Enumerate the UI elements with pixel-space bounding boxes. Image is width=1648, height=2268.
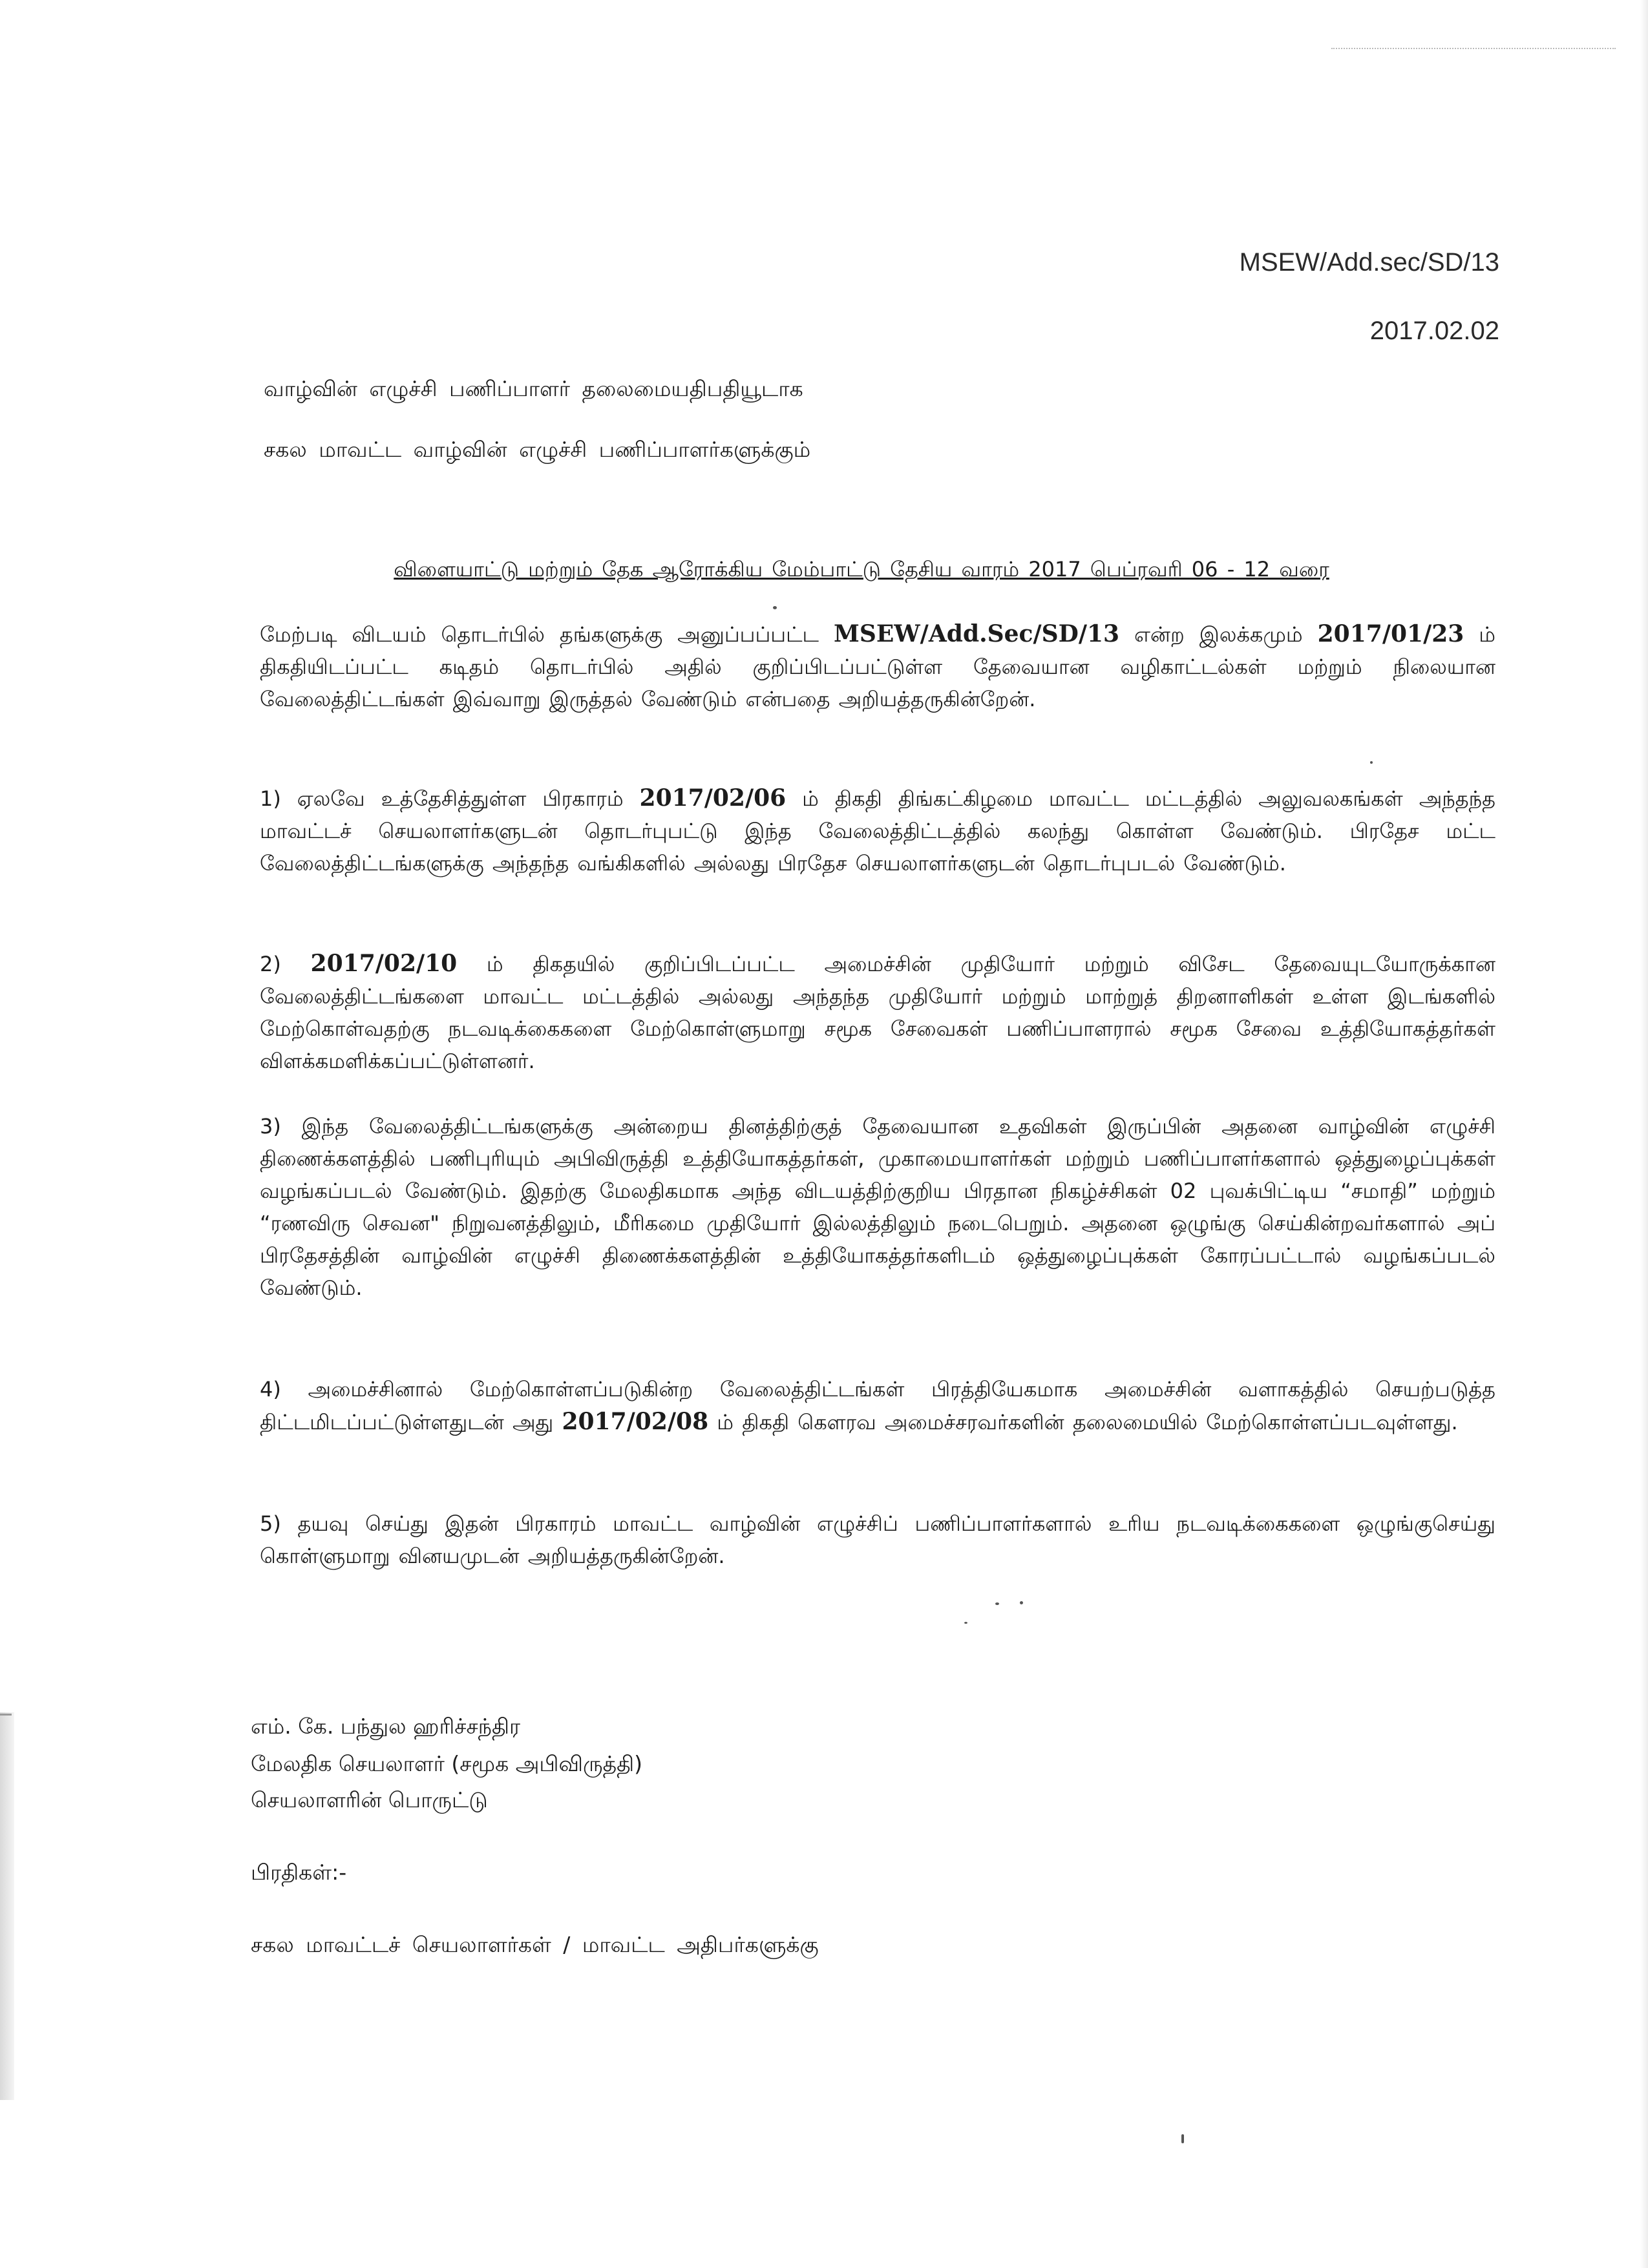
signatory-title: மேலதிக செயலாளர் (சமூக அபிவிருத்தி) (251, 1751, 643, 1776)
point-5-paragraph: 5) தயவு செய்து இதன் பிரகாரம் மாவட்ட வாழ்வின் எழுச்சிப் பணிப்பாளர்களால் உரிய நடவடிக்கைகளை ஒழுங்குசெய்து கொள்ளுமாறு வினயமுடன் அறியத்தருகின்றேன். (260, 1511, 1496, 1568)
scan-speck (1370, 761, 1373, 764)
intro-paragraph (260, 618, 1495, 715)
point-4-text-2: ம் திகதி கௌரவ அமைச்சரவர்களின் தலைமையில் மேற்கொள்ளப்படவுள்ளது. (708, 1410, 1458, 1434)
reference-number: MSEW/Add.sec/SD/13 (1239, 248, 1499, 277)
address-to: சகல மாவட்ட வாழ்வின் எழுச்சி பணிப்பாளர்களுக்கும் (264, 437, 811, 462)
point-4-paragraph (260, 1373, 1495, 1438)
subject-line: விளையாட்டு மற்றும் தேக ஆரோக்கிய மேம்பாட்டு தேசிய வாரம் 2017 பெப்ரவரி 06 - 12 வரை (394, 557, 1329, 582)
scan-speck (995, 1602, 999, 1605)
point-1-date: 2017/02/06 (639, 784, 787, 812)
scan-edge-top (1331, 48, 1616, 49)
copies-label: பிரதிகள்:- (251, 1860, 347, 1885)
intro-text-1: மேற்படி விடயம் தொடர்பில் தங்களுக்கு அனுப்பப்பட்ட (260, 622, 834, 647)
letter-date: 2017.02.02 (1369, 317, 1499, 345)
scan-speck (964, 1622, 967, 1624)
intro-text-3: ம் திகதியிடப்பட்ட கடிதம் தொடர்பில் அதில் குறிப்பிடப்பட்டுள்ள தேவையான வழிகாட்டல்கள் மற்றும் நிலையான வேலைத்திட்டங்கள் இவ்வாறு இருத்தல் வேண்டும் என்பதை அறியத்தருகின்றேன். (260, 622, 1496, 711)
copies-recipients: சகல மாவட்டச் செயலாளர்கள் / மாவட்ட அதிபர்களுக்கு (251, 1932, 819, 1957)
scan-edge-right (1640, 0, 1648, 2268)
intro-text-2: என்ற இலக்கமும் (1119, 622, 1318, 647)
point-1-text-2: ம் திகதி திங்கட்கிழமை மாவட்ட மட்டத்தில் அலுவலகங்கள் அந்தந்த மாவட்டச் செயலாளர்களுடன் தொடர்புபட்டு இந்த வேலைத்திட்டத்தில் கலந்து கொள்ள வேண்டும். பிரதேச மட்ட வேலைத்திட்டங்களுக்கு அந்தந்த வங்கிகளில் அல்லது பிரதேச செயலாளர்களுடன் தொடர்புபடல் வேண்டும். (260, 786, 1496, 876)
signatory-name: எம். கே. பந்துல ஹரிச்சந்திர (251, 1714, 521, 1739)
intro-date: 2017/01/23 (1317, 620, 1464, 647)
point-4-text-1: 4) அமைச்சினால் மேற்கொள்ளப்படுகின்ற வேலைத்திட்டங்கள் பிரத்தியேகமாக அமைச்சின் வளாகத்தில் செயற்படுத்த திட்டமிடப்பட்டுள்ளதுடன் அது (260, 1377, 1495, 1434)
scan-speck (773, 606, 777, 609)
signatory-on-behalf: செயலாளரின் பொருட்டு (251, 1787, 488, 1812)
point-2-text-2: ம் திகதயில் குறிப்பிடப்பட்ட அமைச்சின் முதியோர் மற்றும் விசேட தேவையுடயோருக்கான வேலைத்திட்டங்களை மாவட்ட மட்டத்தில் அல்லது அந்தந்த முதியோர் மற்றும் மாற்றுத் திறனாளிகள் உள்ள இடங்களில் மேற்கொள்வதற்கு நடவடிக்கைகளை மேற்கொள்ளுமாறு சமூக சேவைகள் பணிப்பாளரால் சமூக சேவை உத்தியோகத்தர்கள் விளக்கமளிக்கப்பட்டுள்ளனர். (260, 952, 1496, 1073)
intro-reference: MSEW/Add.Sec/SD/13 (833, 620, 1120, 647)
address-via: வாழ்வின் எழுச்சி பணிப்பாளர் தலைமையதிபதியூடாக (264, 376, 803, 401)
point-2-paragraph (260, 947, 1495, 1077)
point-3-paragraph: 3) இந்த வேலைத்திட்டங்களுக்கு அன்றைய தினத்திற்குத் தேவையான உதவிகள் இருப்பின் அதனை வாழ்வின் எழுச்சி திணைக்களத்தில் பணிபுரியும் அபிவிருத்தி உத்தியோகத்தர்கள், முகாமையாளர்கள் மற்றும் பணிப்பாளர்களால் ஒத்துழைப்புக்கள் வழங்கப்படல் வேண்டும். இதற்கு மேலதிகமாக அந்த விடயத்திற்குறிய பிரதான நிகழ்ச்சிகள் 02 புவக்பிட்டிய “சமாதி” மற்றும் “ரணவிரு செவன" நிறுவனத்திலும், மீரிகமை முதியோர் இல்லத்திலும் நடைபெறும். அதனை ஒழுங்கு செய்கின்றவர்களால் அப் பிரதேசத்தின் வாழ்வின் எழுச்சி திணைக்களத்தின் உத்தியோகத்தர்களிடம் ஒத்துழைப்புக்கள் கோரப்பட்டால் வழங்கப்படல் வேண்டும். (260, 1114, 1495, 1300)
point-4-date: 2017/02/08 (562, 1408, 709, 1435)
point-2-date: 2017/02/10 (310, 950, 458, 977)
point-1-paragraph (260, 782, 1495, 879)
point-2-text-1: 2) (260, 952, 311, 976)
scan-speck (1181, 2134, 1184, 2143)
scan-edge-left (0, 1712, 14, 2100)
scan-speck (1020, 1601, 1023, 1604)
scan-edge-left-line (0, 1714, 12, 1716)
point-1-text-1: 1) ஏலவே உத்தேசித்துள்ள பிரகாரம் (260, 786, 640, 811)
